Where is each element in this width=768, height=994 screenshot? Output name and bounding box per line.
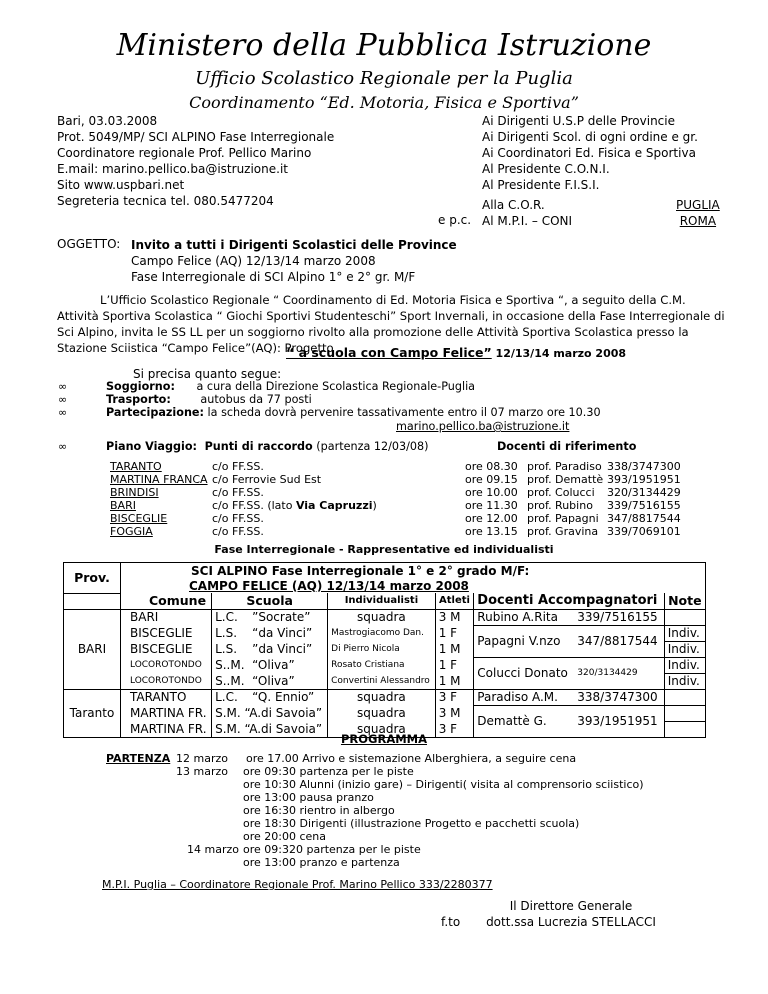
cell-atleti: 1 M	[435, 673, 474, 689]
partenza-label: PARTENZA	[106, 752, 171, 765]
travel-time: ore 11.30	[465, 499, 518, 512]
travel-city: FOGGIA	[110, 525, 153, 538]
subject-label: OGGETTO:	[57, 237, 121, 251]
table-caption: Fase Interregionale - Rappresentative ed individualisti	[214, 543, 554, 556]
athletes-table	[63, 562, 706, 738]
cell-atleti: 1 F	[435, 625, 474, 641]
table-row	[64, 609, 706, 625]
cell-scuola: S.M. “A.di Savoia”	[212, 705, 328, 721]
travel-prof: prof. Papagni	[527, 512, 599, 525]
cell-tipo: L.C.	[215, 610, 238, 625]
cell-ind: Mastrogiacomo Dan.	[328, 625, 436, 641]
subject-line: Fase Interregionale di SCI Alpino 1° e 2° gr. M/F	[131, 270, 416, 284]
soggiorno-line	[106, 380, 475, 393]
travel-prof: prof. Gravina	[527, 525, 599, 538]
travel-city: BRINDISI	[110, 486, 159, 499]
header-note: Note	[664, 593, 705, 609]
header-blank	[64, 593, 121, 609]
cc-recipient: Alla C.O.R.	[482, 198, 545, 212]
table-title2: CAMPO FELICE (AQ) 12/13/14 marzo 2008	[189, 578, 469, 593]
coordinator-line	[102, 878, 493, 891]
table-title1: SCI ALPINO Fase Interregionale 1° e 2° grado M/F:	[191, 563, 530, 578]
travel-place: c/o FF.SS.	[212, 460, 264, 473]
bullet-icon: ∞	[58, 380, 68, 393]
director-name: dott.ssa Lucrezia STELLACCI	[486, 915, 656, 929]
project-title: “ a scuola con Campo Felice”	[286, 345, 492, 360]
travel-city: BISCEGLIE	[110, 512, 168, 525]
table-row	[64, 689, 706, 705]
program-line: ore 13:00 pranzo e partenza	[243, 856, 400, 869]
director-title: Il Direttore Generale	[509, 899, 633, 913]
travel-place-bari	[212, 499, 377, 512]
bullet-icon: ∞	[58, 393, 68, 406]
travel-place: c/o FF.SS. (lato	[212, 499, 293, 512]
header-comune: Comune	[149, 593, 207, 609]
recipient: Ai Dirigenti Scol. di ogni ordine e gr.	[482, 130, 698, 144]
cell-ind: squadra	[328, 721, 436, 737]
cell-docente: Rubino A.Rita	[474, 609, 574, 625]
travel-cities	[110, 460, 208, 538]
viaggio-label: Piano Viaggio:	[106, 440, 197, 453]
cell-scuola	[212, 625, 328, 641]
program-day-13	[243, 765, 644, 869]
partecipazione-text: la scheda dovrà pervenire tassativamente entro il 07 marzo ore 10.30	[207, 406, 601, 419]
bullet-icon: ∞	[58, 406, 68, 419]
header-prov: Prov.	[64, 563, 121, 594]
cell-note	[664, 609, 705, 625]
sender-phone: Segreteria tecnica tel. 080.5477204	[57, 194, 274, 208]
cell-tipo: L.S.	[215, 626, 238, 640]
travel-city: TARANTO	[110, 460, 162, 473]
header-scuola: Scuola	[212, 593, 328, 609]
travel-place-street: Via Capruzzi	[295, 499, 373, 512]
travel-city: BARI	[110, 499, 136, 512]
travel-tel: 347/8817544	[607, 512, 681, 525]
cell-tipo: L.C.	[215, 690, 238, 705]
cell-docente-tel: 339/7516155	[574, 609, 664, 625]
cell-note: Indiv.	[664, 625, 705, 641]
subject-title: Invito a tutti i Dirigenti Scolastici delle Province	[131, 238, 457, 252]
cell-tipo: S..M.	[215, 658, 245, 672]
partecipazione-line	[106, 406, 601, 419]
travel-time: ore 12.00	[465, 512, 518, 525]
paragraph-line: Stazione Sciistica “Campo Felice”(AQ): Progetto	[57, 341, 334, 355]
recipient: Al Presidente F.I.S.I.	[482, 178, 600, 192]
cell-comune: BARI	[121, 609, 212, 625]
date-13: 13 marzo	[176, 765, 228, 778]
cell-ind: Di Pierro Nicola	[328, 641, 436, 657]
program-line: ore 13:00 pausa pranzo	[243, 791, 374, 804]
cell-tipo: S..M.	[215, 673, 245, 688]
travel-times	[465, 460, 518, 538]
table-row	[64, 625, 706, 641]
cell-comune: LOCOROTONDO	[130, 660, 202, 670]
paragraph-line: L’Ufficio Scolastico Regionale “ Coordinamento di Ed. Motoria Fisica e Sportiva “, a seguito della C.M.	[100, 293, 686, 307]
cell-nome: “Q. Ennio”	[252, 690, 315, 705]
cell-comune: BISCEGLIE	[130, 626, 193, 640]
partecipazione-label: Partecipazione:	[106, 406, 204, 419]
cell-scuola	[212, 689, 328, 705]
trasporto-label: Trasporto:	[106, 393, 171, 406]
soggiorno-text: a cura della Direzione Scolastica Regionale-Puglia	[196, 380, 476, 393]
table-row	[64, 657, 706, 673]
program-line: ore 18:30 Dirigenti (illustrazione Progetto e pacchetti scuola)	[243, 817, 580, 830]
cc-places	[676, 197, 720, 229]
subject-line: Campo Felice (AQ) 12/13/14 marzo 2008	[131, 254, 376, 268]
cell-nome: ”Socrate”	[252, 610, 311, 625]
cell-comune: MARTINA FR.	[130, 721, 207, 736]
cc-label: e p.c.	[438, 213, 472, 227]
cell-ind: squadra	[328, 689, 436, 705]
recipient: Ai Coordinatori Ed. Fisica e Sportiva	[482, 146, 696, 160]
email-link[interactable]: marino.pellico.ba@istruzione.it	[396, 420, 570, 433]
cell-docente: Papagni V.nzo	[474, 625, 574, 657]
recipients-block	[482, 113, 698, 193]
program-line: ore 16:30 rientro in albergo	[243, 804, 395, 817]
cell-nome: “Oliva”	[252, 658, 295, 672]
trasporto-line	[106, 393, 312, 406]
cell-docente: Demattè G.	[474, 705, 574, 737]
cell-comune: LOCOROTONDO	[130, 675, 202, 686]
travel-profs	[527, 460, 603, 538]
date-14: 14 marzo	[187, 843, 239, 856]
header-individualisti: Individualisti	[328, 593, 436, 609]
sender-block	[57, 113, 334, 209]
travel-place: c/o Ferrovie Sud Est	[212, 473, 322, 486]
precisa-text: Si precisa quanto segue:	[133, 367, 282, 381]
program-day-12: ore 17.00 Arrivo e sistemazione Alberghiera, a seguire cena	[246, 752, 577, 765]
travel-city: MARTINA FRANCA	[110, 473, 208, 486]
cell-scuola	[212, 673, 328, 689]
travel-tel: 320/3134429	[607, 486, 681, 499]
cell-note: Indiv.	[664, 673, 705, 689]
header-atleti: Atleti	[435, 593, 474, 609]
paragraph-line: Attività Sportiva Scolastica “ Giochi Sportivi Studenteschi” Sport Invernali, in occasione della Fase Interregionale di	[57, 309, 725, 323]
docenti-title: Docenti di riferimento	[497, 440, 637, 453]
cell-atleti: 3 M	[435, 705, 474, 721]
viaggio-line	[106, 440, 428, 453]
cell-ind: squadra	[328, 609, 436, 625]
header-docenti: Docenti Accompagnatori	[474, 593, 664, 609]
sender-coordinator: Coordinatore regionale Prof. Pellico Marino	[57, 146, 312, 160]
cell-docente: Colucci Donato	[474, 657, 574, 689]
ministry-title: Ministero della Pubblica Istruzione	[116, 28, 652, 63]
soggiorno-label: Soggiorno:	[106, 380, 175, 393]
cell-tipo: L.S.	[215, 642, 238, 656]
cell-docente-tel: 320/3134429	[574, 657, 664, 689]
table-row	[64, 705, 706, 721]
cell-docente-tel: 393/1951951	[574, 705, 664, 737]
cell-ind: squadra	[328, 705, 436, 721]
sender-protocol: Prot. 5049/MP/ SCI ALPINO Fase Interregionale	[57, 130, 335, 144]
paragraph-line: Sci Alpino, invita le SS LL per un soggiorno rivolto alla promozione delle Attività Sportiva Scolastica presso la	[57, 325, 689, 339]
travel-prof: prof. Colucci	[527, 486, 595, 499]
project-dates: 12/13/14 marzo 2008	[495, 347, 627, 360]
cell-atleti: 3 M	[435, 609, 474, 625]
program-line: ore 09:320 partenza per le piste	[243, 843, 421, 856]
prov-taranto: Taranto	[64, 689, 121, 737]
cell-scuola	[212, 641, 328, 657]
travel-place: c/o FF.SS.	[212, 512, 264, 525]
recipient: Al Presidente C.O.N.I.	[482, 162, 610, 176]
travel-tel: 338/3747300	[607, 460, 681, 473]
cell-nome: ”da Vinci”	[252, 642, 313, 656]
cell-nome: “Oliva”	[252, 673, 295, 688]
cell-scuola	[212, 609, 328, 625]
coordinator-text: M.P.I. Puglia – Coordinatore Regionale Prof. Marino Pellico 333/2280377	[102, 878, 493, 891]
travel-time: ore 13.15	[465, 525, 518, 538]
sender-email: E.mail: marino.pellico.ba@istruzione.it	[57, 162, 288, 176]
cell-comune: BISCEGLIE	[130, 642, 193, 656]
cell-atleti: 3 F	[435, 689, 474, 705]
cell-note	[664, 705, 705, 721]
recipient: Ai Dirigenti U.S.P delle Provincie	[482, 114, 675, 128]
cc-place: ROMA	[679, 214, 717, 228]
sender-site: Sito www.uspbari.net	[57, 178, 185, 192]
cell-atleti: 1 F	[435, 657, 474, 673]
prov-bari: BARI	[64, 609, 121, 689]
travel-tels	[607, 460, 681, 538]
travel-tel: 339/7516155	[607, 499, 681, 512]
cc-place: PUGLIA	[676, 198, 720, 212]
travel-prof: prof. Paradiso	[527, 460, 602, 473]
cell-comune: TARANTO	[121, 689, 212, 705]
travel-place-end: )	[372, 499, 377, 512]
coordination-subtitle: Coordinamento “Ed. Motoria, Fisica e Sportiva”	[189, 93, 579, 112]
cell-scuola: S.M. “A.di Savoia”	[212, 721, 328, 737]
viaggio-bold: Punti di raccordo	[204, 440, 313, 453]
travel-time: ore 08.30	[465, 460, 518, 473]
travel-places	[212, 460, 377, 538]
cell-ind: Rosato Cristiana	[328, 657, 436, 673]
director-block	[480, 898, 662, 930]
sender-date: Bari, 03.03.2008	[57, 114, 158, 128]
program-line: ore 20:00 cena	[243, 830, 326, 843]
subject-block	[131, 237, 457, 285]
travel-time: ore 09.15	[465, 473, 518, 486]
cell-nome: “da Vinci”	[252, 626, 313, 640]
cell-note	[664, 689, 705, 705]
office-subtitle: Ufficio Scolastico Regionale per la Puglia	[195, 68, 573, 89]
cell-ind: Convertini Alessandro	[328, 673, 436, 689]
cell-comune: MARTINA FR.	[130, 706, 207, 720]
cc-block	[482, 197, 572, 229]
programma-title: PROGRAMMA	[340, 732, 428, 746]
cell-note: Indiv.	[664, 657, 705, 673]
fto-label: f.to	[441, 915, 461, 929]
travel-place: c/o FF.SS.	[212, 486, 264, 499]
cell-docente-tel: 338/3747300	[574, 689, 664, 705]
program-line: ore 09:30 partenza per le piste	[243, 765, 414, 778]
viaggio-note: (partenza 12/03/08)	[316, 440, 429, 453]
travel-prof: prof. Rubino	[527, 499, 593, 512]
date-12: 12 marzo	[176, 752, 228, 765]
project-title-line	[286, 345, 626, 360]
cell-docente-tel: 347/8817544	[574, 625, 664, 657]
travel-place: c/o FF.SS.	[212, 525, 264, 538]
cell-docente: Paradiso A.M.	[474, 689, 574, 705]
cell-atleti: 1 M	[435, 641, 474, 657]
travel-time: ore 10.00	[465, 486, 518, 499]
travel-tel: 339/7069101	[607, 525, 681, 538]
cc-recipient: Al M.P.I. – CONI	[482, 214, 573, 228]
program-line: ore 10:30 Alunni (inizio gare) – Dirigenti( visita al comprensorio sciistico)	[243, 778, 644, 791]
bullet-icon: ∞	[58, 440, 68, 453]
travel-prof: prof. Demattè	[527, 473, 604, 486]
cell-note: Indiv.	[664, 641, 705, 657]
cell-atleti: 3 F	[435, 721, 474, 737]
table-title2-row	[121, 578, 665, 593]
trasporto-text: autobus da 77 posti	[200, 393, 312, 406]
travel-tel: 393/1951951	[607, 473, 681, 486]
cell-scuola	[212, 657, 328, 673]
